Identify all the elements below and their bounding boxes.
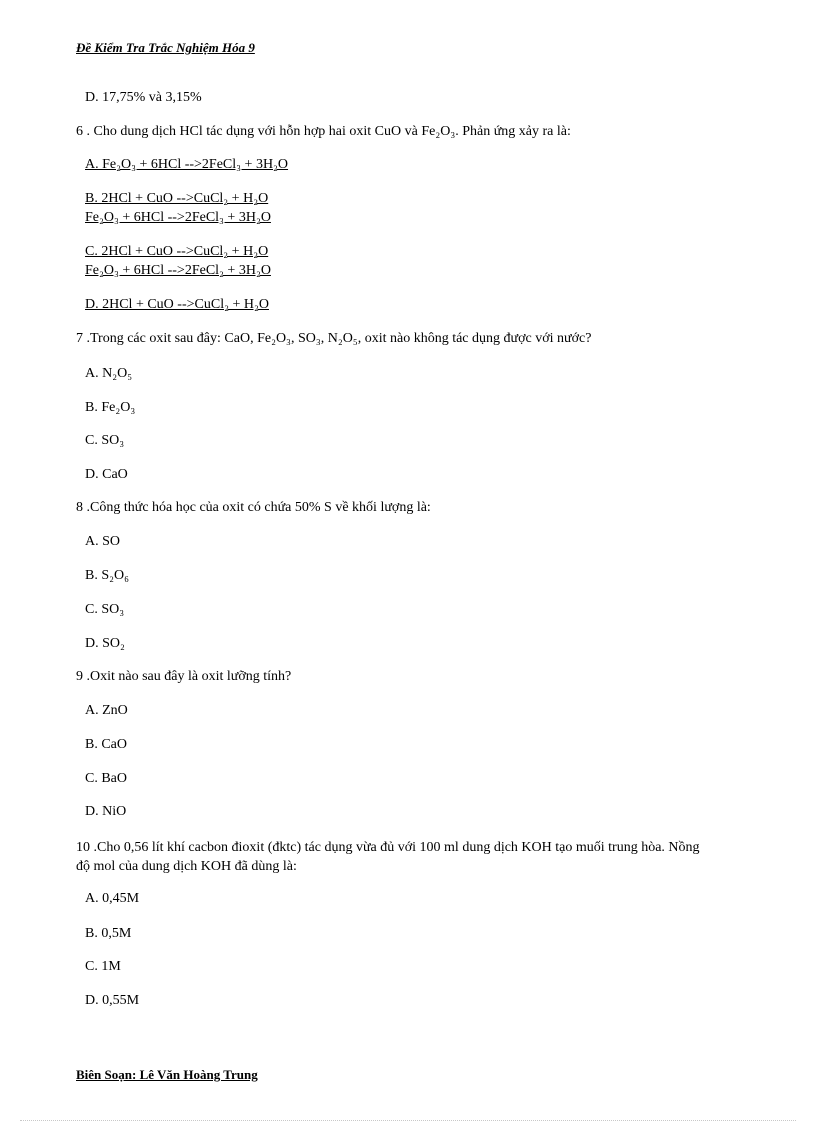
q10-stem: 10 .Cho 0,56 lít khí cacbon đioxit (đktc) tác dụng vừa đủ với 100 ml dung dịch KOH tạo muối trung hòa. Nồng độ mol của dung dịch KOH đã dùng là: xyxy=(76,840,700,874)
q7-option-d: D. CaO xyxy=(85,467,128,482)
q8-option-c: C. SO₃ xyxy=(85,602,125,617)
author-footer: Biên Soạn: Lê Văn Hoàng Trung xyxy=(76,1067,258,1082)
page-header: Đề Kiểm Tra Trắc Nghiệm Hóa 9 xyxy=(76,40,255,55)
q5-option-d: D. 17,75% và 3,15% xyxy=(85,90,202,105)
q6-option-b-line1: B. 2HCl + CuO -->CuCl₂ + H₂O xyxy=(85,191,269,206)
q9-option-d: D. NiO xyxy=(85,804,127,819)
q9-option-a: A. ZnO xyxy=(85,703,128,718)
q6-stem: 6 . Cho dung dịch HCl tác dụng với hỗn hợp hai oxit CuO và Fe₂O₃. Phản ứng xảy ra là: xyxy=(76,124,571,139)
q6-option-c-line1: C. 2HCl + CuO -->CuCl₂ + H₂O xyxy=(85,244,269,259)
q8-stem: 8 .Công thức hóa học của oxit có chứa 50% S về khối lượng là: xyxy=(76,500,431,515)
q10-option-d: D. 0,55M xyxy=(85,993,140,1008)
q6-option-d: D. 2HCl + CuO -->CuCl₂ + H₂O xyxy=(85,297,269,312)
q6-option-b-line2: Fe₂O₃ + 6HCl -->2FeCl₃ + 3H₂O xyxy=(85,210,271,225)
page-bottom-divider xyxy=(20,1120,796,1121)
q8-option-a: A. SO xyxy=(85,534,121,549)
q10-option-a: A. 0,45M xyxy=(85,891,140,906)
q9-stem: 9 .Oxit nào sau đây là oxit lưỡng tính? xyxy=(76,669,292,684)
q7-option-a: A. N₂O₅ xyxy=(85,366,133,381)
q10-option-c: C. 1M xyxy=(85,959,121,974)
q8-option-b: B. S₂O₆ xyxy=(85,568,129,583)
q6-option-a: A. Fe₂O₃ + 6HCl -->2FeCl₃ + 3H₂O xyxy=(85,157,289,172)
q7-stem: 7 .Trong các oxit sau đây: CaO, Fe₂O₃, SO₃, N₂O₅, oxit nào không tác dụng được với nước? xyxy=(76,331,592,346)
q8-option-d: D. SO₂ xyxy=(85,636,125,651)
q7-option-b: B. Fe₂O₃ xyxy=(85,400,136,415)
q7-option-c: C. SO₃ xyxy=(85,433,125,448)
q10-option-b: B. 0,5M xyxy=(85,926,132,941)
q6-option-c-line2: Fe₂O₃ + 6HCl -->2FeCl₂ + 3H₂O xyxy=(85,263,271,278)
q9-option-b: B. CaO xyxy=(85,737,127,752)
q9-option-c: C. BaO xyxy=(85,771,127,786)
